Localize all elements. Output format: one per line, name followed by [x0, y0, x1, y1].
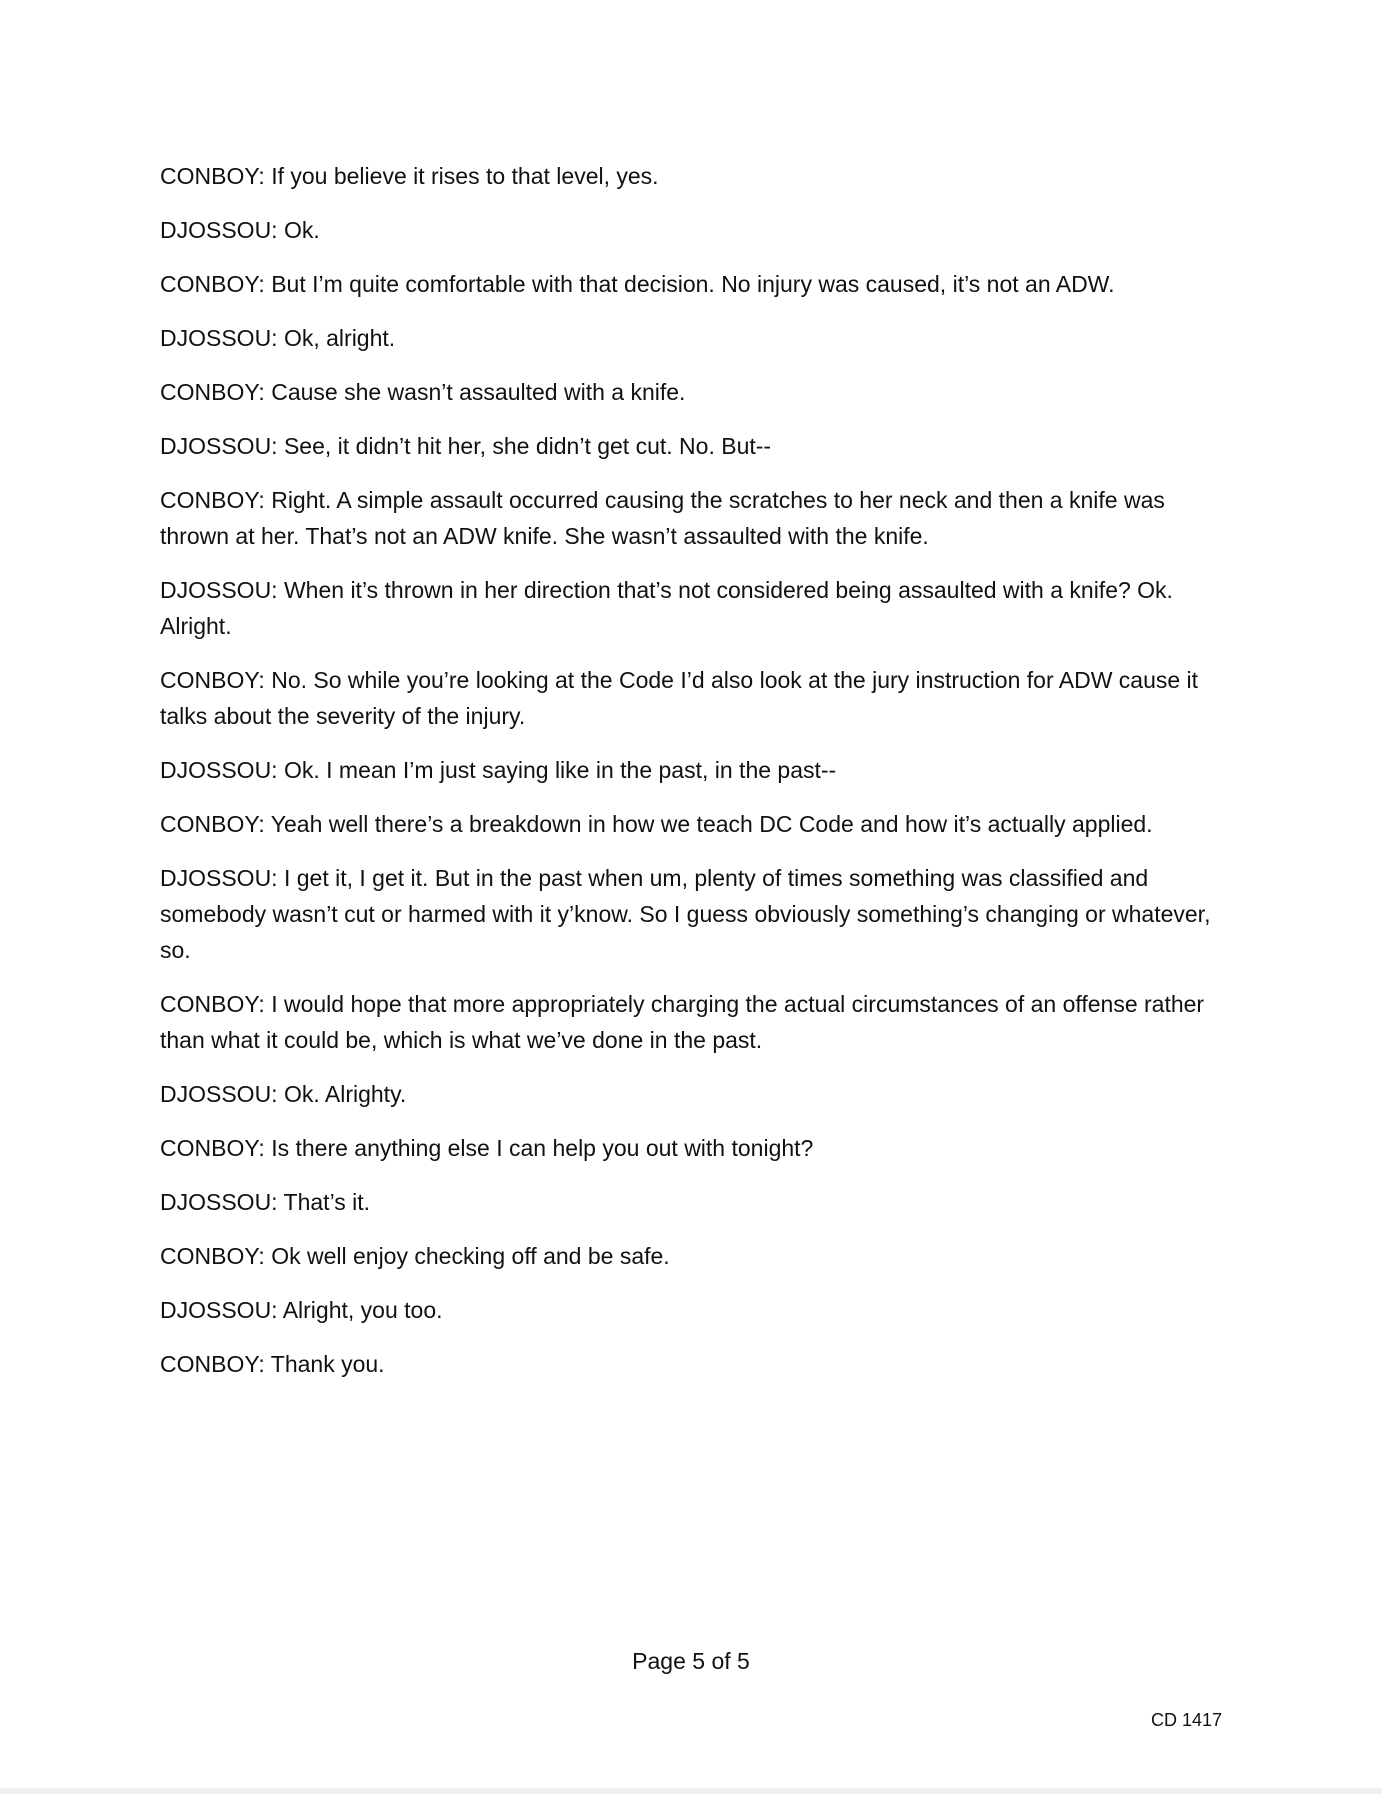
transcript-line	[160, 572, 1230, 644]
document-code: CD 1417	[1150, 1710, 1222, 1730]
line-text: But I’m quite comfortable with that decision. No injury was caused, it’s not an ADW.	[264, 271, 1115, 297]
transcript-line	[160, 482, 1230, 554]
page-bottom-edge	[0, 1788, 1382, 1794]
speaker-name: DJOSSOU:	[160, 217, 278, 243]
transcript-line	[160, 662, 1230, 734]
speaker-name: CONBOY:	[160, 811, 265, 837]
transcript-line	[160, 1184, 1230, 1220]
line-text: Ok, alright.	[277, 325, 396, 351]
speaker-name: DJOSSOU:	[160, 1189, 278, 1215]
transcript-line	[160, 158, 1230, 194]
transcript-body	[160, 158, 1230, 1400]
speaker-name: DJOSSOU:	[160, 433, 278, 459]
speaker-name: CONBOY:	[160, 1135, 265, 1161]
transcript-line	[160, 1346, 1230, 1382]
transcript-line	[160, 1076, 1230, 1112]
line-text: See, it didn’t hit her, she didn’t get cut. No. But--	[277, 433, 772, 459]
speaker-name: CONBOY:	[160, 1243, 265, 1269]
transcript-line	[160, 320, 1230, 356]
line-text: Ok well enjoy checking off and be safe.	[264, 1243, 670, 1269]
speaker-name: DJOSSOU:	[160, 325, 278, 351]
speaker-name: CONBOY:	[160, 163, 265, 189]
line-text: Is there anything else I can help you out with tonight?	[264, 1135, 814, 1161]
transcript-line	[160, 752, 1230, 788]
speaker-name: CONBOY:	[160, 991, 265, 1017]
speaker-name: CONBOY:	[160, 1351, 265, 1377]
speaker-name: CONBOY:	[160, 667, 265, 693]
line-text: Ok.	[277, 217, 320, 243]
transcript-line	[160, 374, 1230, 410]
line-text: Alright, you too.	[277, 1297, 443, 1323]
line-text: Thank you.	[264, 1351, 385, 1377]
speaker-name: DJOSSOU:	[160, 865, 278, 891]
transcript-line	[160, 212, 1230, 248]
speaker-name: DJOSSOU:	[160, 757, 278, 783]
line-text: Right. A simple assault occurred causing the scratches to her neck and then a knife was thrown at her. That’s not an ADW knife. She wasn’t assaulted with the knife.	[160, 487, 1165, 549]
line-text: If you believe it rises to that level, yes.	[264, 163, 659, 189]
transcript-line	[160, 1292, 1230, 1328]
line-text: Ok. Alrighty.	[277, 1081, 407, 1107]
line-text: Cause she wasn’t assaulted with a knife.	[264, 379, 686, 405]
page-number: Page 5 of 5	[632, 1648, 750, 1674]
line-text: When it’s thrown in her direction that’s not considered being assaulted with a knife? Ok. Alright.	[160, 577, 1173, 639]
transcript-line	[160, 428, 1230, 464]
line-text: That’s it.	[277, 1189, 371, 1215]
speaker-name: CONBOY:	[160, 487, 265, 513]
speaker-name: DJOSSOU:	[160, 1297, 278, 1323]
line-text: I get it, I get it. But in the past when um, plenty of times something was classified and somebody wasn’t cut or harmed with it y’know. So I guess obviously something’s changing or whatever, so.	[160, 865, 1211, 963]
transcript-line	[160, 860, 1230, 968]
speaker-name: CONBOY:	[160, 271, 265, 297]
transcript-line	[160, 266, 1230, 302]
transcript-line	[160, 1238, 1230, 1274]
speaker-name: CONBOY:	[160, 379, 265, 405]
transcript-line	[160, 986, 1230, 1058]
line-text: No. So while you’re looking at the Code I’d also look at the jury instruction for ADW cause it talks about the severity of the injury.	[160, 667, 1199, 729]
transcript-line	[160, 1130, 1230, 1166]
speaker-name: DJOSSOU:	[160, 577, 278, 603]
transcript-line	[160, 806, 1230, 842]
line-text: Yeah well there’s a breakdown in how we teach DC Code and how it’s actually applied.	[264, 811, 1153, 837]
speaker-name: DJOSSOU:	[160, 1081, 278, 1107]
line-text: Ok. I mean I’m just saying like in the past, in the past--	[277, 757, 837, 783]
line-text: I would hope that more appropriately charging the actual circumstances of an offense rather than what it could be, which is what we’ve done in the past.	[160, 991, 1205, 1053]
